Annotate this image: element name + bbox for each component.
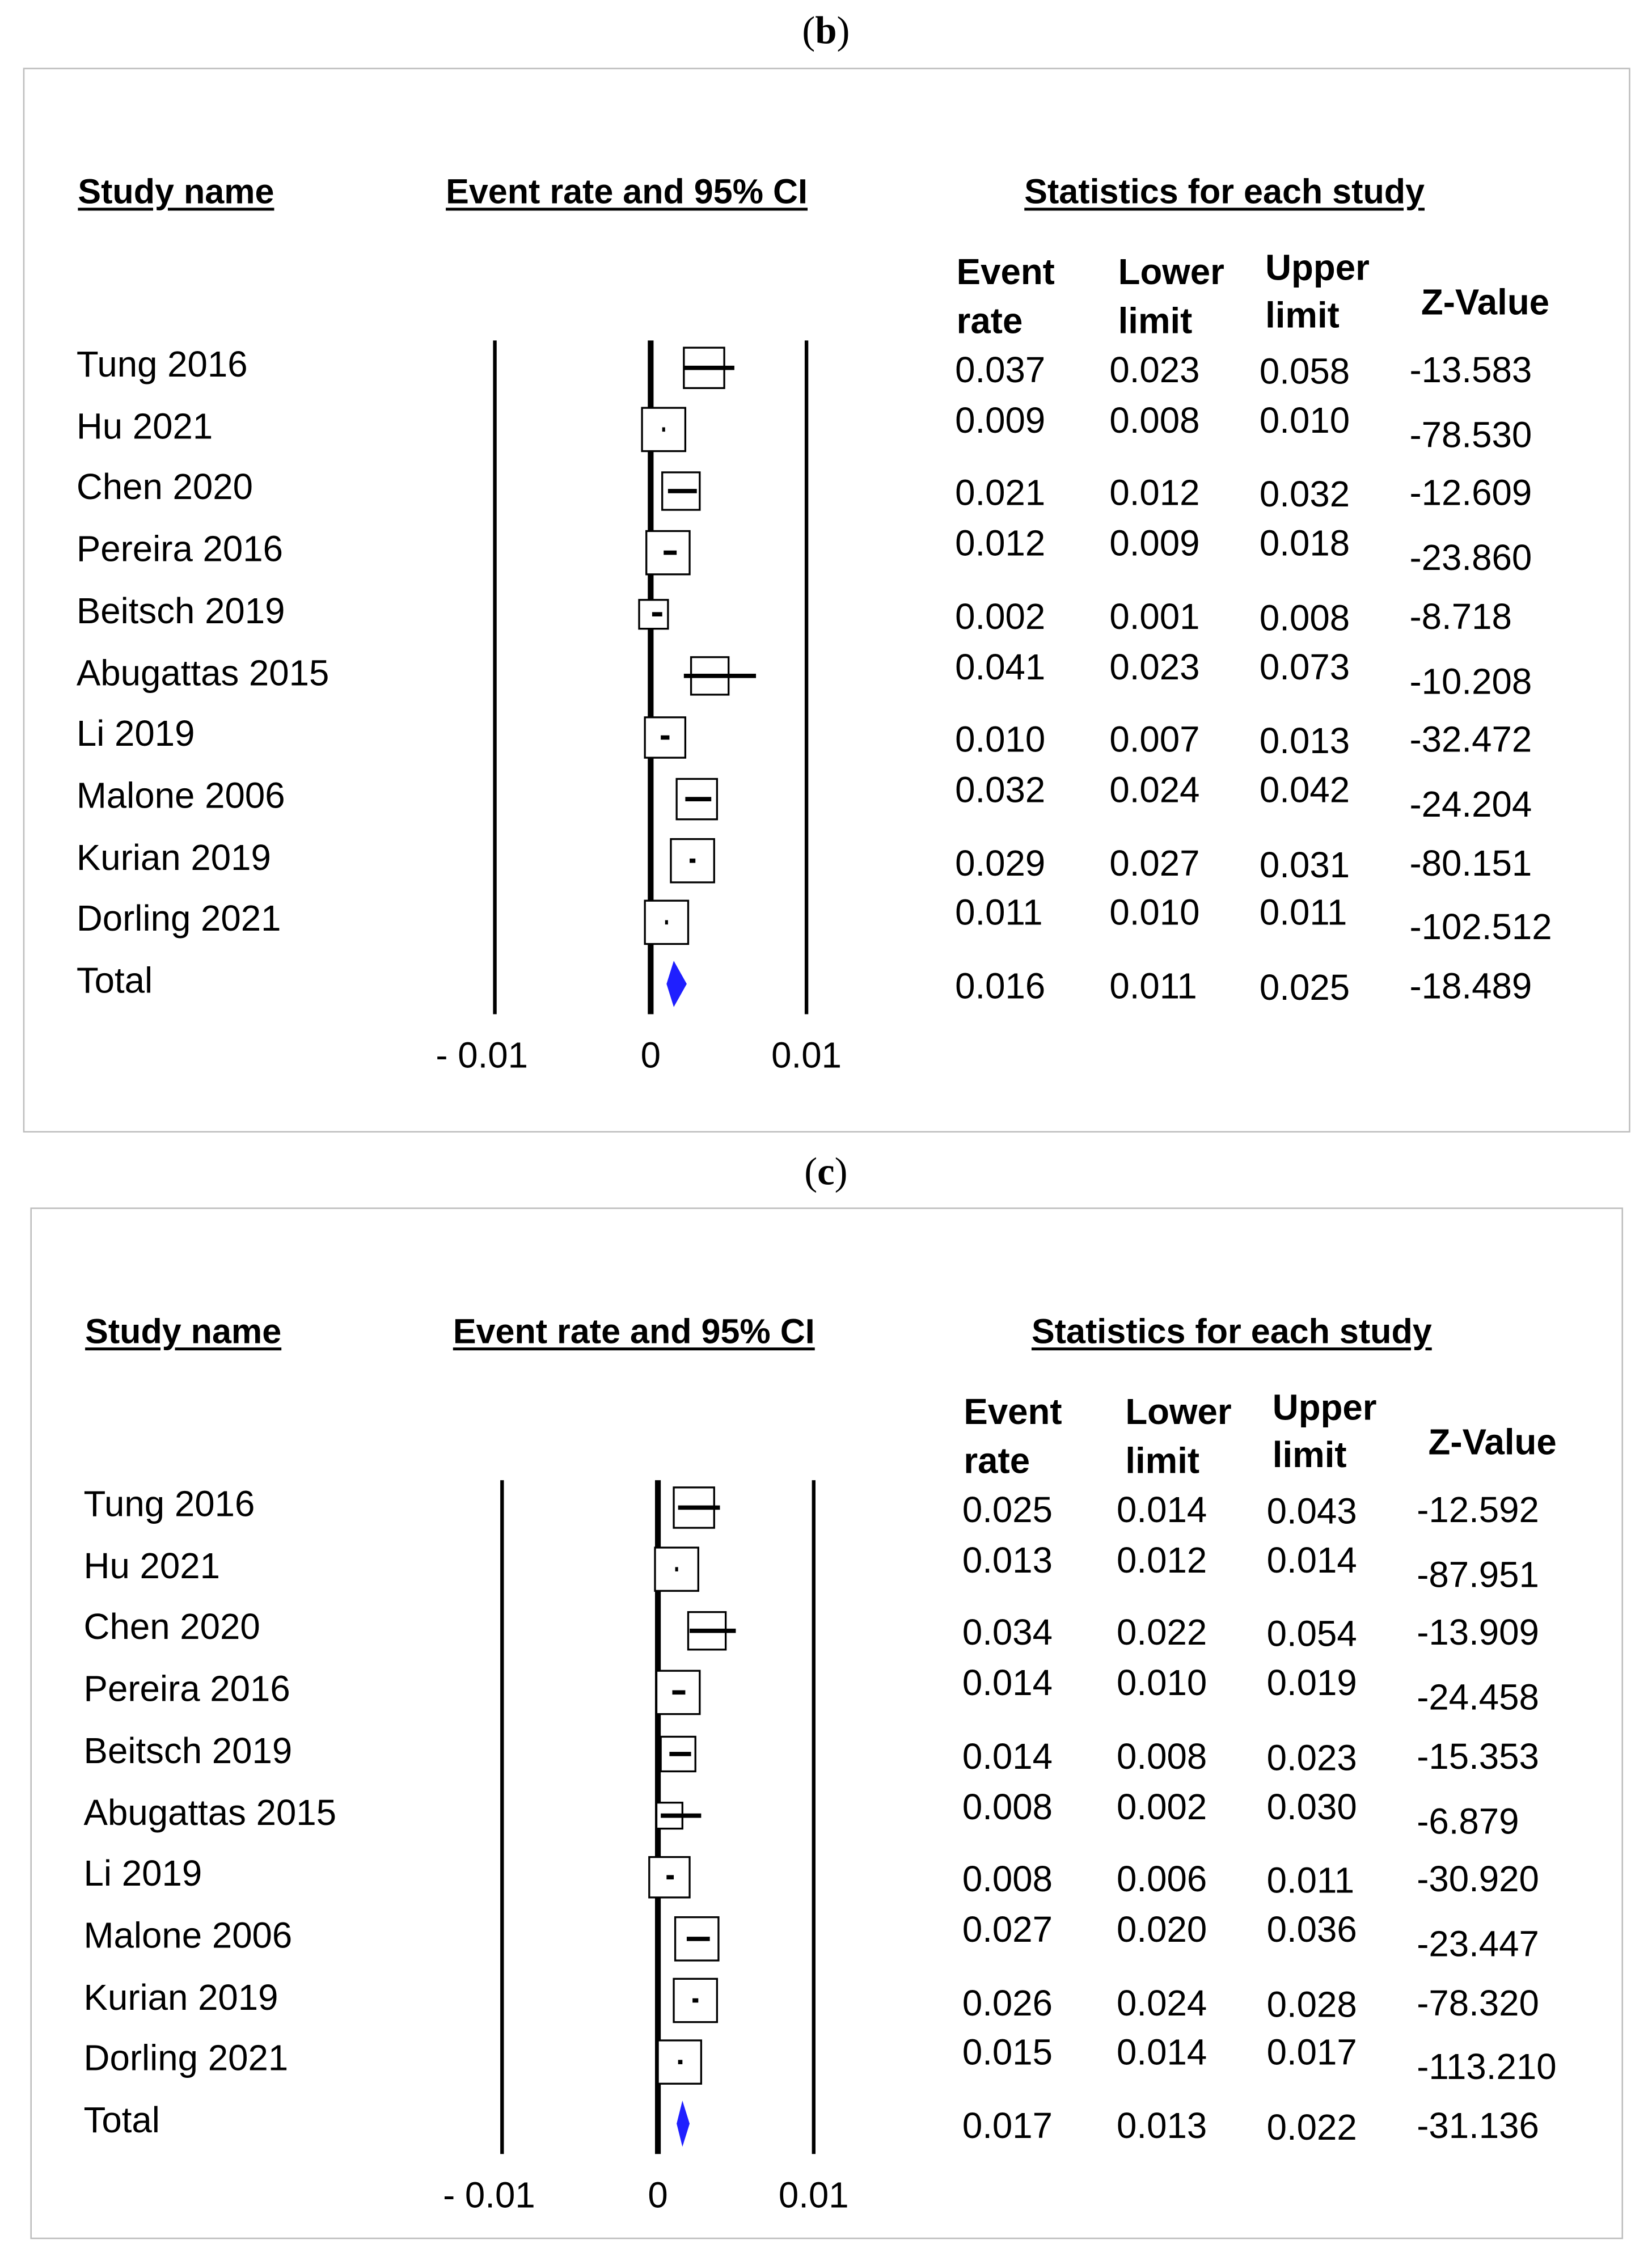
- z-value: -32.472: [1409, 720, 1532, 761]
- header-statistics: Statistics for each study: [1024, 173, 1425, 212]
- header-study-name: Study name: [85, 1313, 282, 1352]
- upper-limit: 0.008: [1259, 598, 1350, 639]
- event-rate: 0.025: [962, 1490, 1053, 1531]
- z-value: -78.320: [1417, 1983, 1539, 2024]
- event-rate: 0.014: [962, 1663, 1053, 1704]
- col-upper-limit: Upper: [1265, 248, 1370, 289]
- upper-limit: 0.022: [1266, 2107, 1357, 2149]
- x-tick-label: - 0.01: [436, 1036, 529, 1076]
- study-name: Beitsch 2019: [83, 1731, 293, 1772]
- panel-label: (c): [804, 1150, 848, 1193]
- col-event-rate: Event: [964, 1392, 1062, 1433]
- header-plot: Event rate and 95% CI: [446, 173, 808, 212]
- upper-limit: 0.025: [1259, 968, 1350, 1009]
- col-upper-limit: Upper: [1272, 1388, 1377, 1429]
- x-tick-label: 0.01: [771, 1036, 842, 1076]
- lower-limit: 0.002: [1117, 1786, 1207, 1827]
- z-value: -23.447: [1417, 1924, 1539, 1965]
- event-rate: 0.002: [955, 597, 1046, 637]
- event-rate: 0.010: [955, 720, 1046, 761]
- col-lower-limit: limit: [1118, 301, 1193, 342]
- study-name: Total: [76, 961, 153, 1001]
- z-value: -24.204: [1409, 784, 1532, 825]
- event-rate: 0.027: [962, 1909, 1053, 1951]
- event-rate: 0.014: [962, 1736, 1053, 1777]
- study-name: Beitsch 2019: [76, 591, 285, 632]
- x-tick-label: 0: [648, 2175, 668, 2216]
- study-name: Dorling 2021: [76, 899, 281, 940]
- study-name: Abugattas 2015: [76, 653, 329, 694]
- lower-limit: 0.023: [1109, 350, 1200, 391]
- upper-limit: 0.011: [1259, 893, 1347, 934]
- event-rate: 0.012: [955, 523, 1046, 564]
- event-rate: 0.034: [962, 1613, 1053, 1654]
- upper-limit: 0.043: [1266, 1491, 1357, 1532]
- z-value: -12.592: [1417, 1490, 1539, 1531]
- z-value: -30.920: [1417, 1860, 1539, 1900]
- upper-limit: 0.023: [1266, 1738, 1357, 1779]
- lower-limit: 0.014: [1117, 2033, 1207, 2074]
- lower-limit: 0.010: [1117, 1663, 1207, 1704]
- z-value: -18.489: [1409, 966, 1532, 1007]
- z-value: -31.136: [1417, 2106, 1539, 2147]
- upper-limit: 0.031: [1259, 844, 1350, 885]
- lower-limit: 0.014: [1117, 1490, 1207, 1531]
- upper-limit: 0.073: [1259, 646, 1350, 688]
- upper-limit: 0.042: [1259, 770, 1350, 811]
- x-tick-label: 0.01: [778, 2175, 849, 2216]
- col-lower-limit: Lower: [1125, 1392, 1232, 1433]
- study-name: Pereira 2016: [83, 1669, 290, 1710]
- panel-label: (b): [802, 9, 850, 52]
- study-name: Malone 2006: [76, 776, 285, 817]
- event-rate: 0.041: [955, 646, 1046, 688]
- header-statistics: Statistics for each study: [1031, 1313, 1432, 1352]
- col-z-value: Z-Value: [1428, 1422, 1557, 1463]
- study-name: Dorling 2021: [83, 2039, 289, 2080]
- forest-plot-panel: [30, 1207, 1623, 2239]
- upper-limit: 0.036: [1266, 1909, 1357, 1951]
- lower-limit: 0.011: [1109, 966, 1197, 1007]
- event-rate: 0.029: [955, 843, 1046, 884]
- upper-limit: 0.018: [1259, 523, 1350, 564]
- study-name: Malone 2006: [83, 1916, 293, 1956]
- header-plot: Event rate and 95% CI: [453, 1313, 815, 1352]
- lower-limit: 0.008: [1109, 400, 1200, 441]
- lower-limit: 0.023: [1109, 646, 1200, 688]
- z-value: -80.151: [1409, 843, 1532, 884]
- study-name: Li 2019: [76, 714, 195, 755]
- upper-limit: 0.030: [1266, 1786, 1357, 1827]
- col-upper-limit: limit: [1272, 1435, 1347, 1476]
- z-value: -13.583: [1409, 350, 1532, 391]
- upper-limit: 0.054: [1266, 1615, 1357, 1655]
- lower-limit: 0.024: [1117, 1983, 1207, 2024]
- event-rate: 0.011: [955, 893, 1043, 934]
- event-rate: 0.008: [962, 1786, 1053, 1827]
- z-value: -102.512: [1409, 907, 1552, 949]
- lower-limit: 0.012: [1117, 1540, 1207, 1581]
- z-value: -23.860: [1409, 538, 1532, 579]
- lower-limit: 0.001: [1109, 597, 1200, 637]
- study-name: Chen 2020: [76, 468, 253, 509]
- upper-limit: 0.010: [1259, 400, 1350, 441]
- col-event-rate: rate: [956, 301, 1023, 342]
- event-rate: 0.016: [955, 966, 1046, 1007]
- study-name: Tung 2016: [76, 345, 248, 386]
- z-value: -87.951: [1417, 1554, 1539, 1595]
- lower-limit: 0.020: [1117, 1909, 1207, 1951]
- lower-limit: 0.012: [1109, 474, 1200, 514]
- z-value: -24.458: [1417, 1677, 1539, 1719]
- upper-limit: 0.028: [1266, 1984, 1357, 2025]
- lower-limit: 0.007: [1109, 720, 1200, 761]
- col-event-rate: Event: [956, 252, 1055, 293]
- event-rate: 0.037: [955, 350, 1046, 391]
- study-name: Kurian 2019: [83, 1977, 278, 2018]
- study-name: Li 2019: [83, 1854, 202, 1895]
- study-name: Abugattas 2015: [83, 1792, 337, 1833]
- z-value: -10.208: [1409, 661, 1532, 702]
- event-rate: 0.032: [955, 770, 1046, 811]
- summary-diamond: [677, 2101, 690, 2146]
- upper-limit: 0.011: [1266, 1861, 1355, 1902]
- upper-limit: 0.032: [1259, 475, 1350, 516]
- forest-plot-panel: [23, 68, 1630, 1132]
- x-tick-label: - 0.01: [443, 2175, 535, 2216]
- col-lower-limit: Lower: [1118, 252, 1224, 293]
- lower-limit: 0.024: [1109, 770, 1200, 811]
- lower-limit: 0.022: [1117, 1613, 1207, 1654]
- z-value: -15.353: [1417, 1736, 1539, 1777]
- study-name: Tung 2016: [83, 1484, 255, 1526]
- event-rate: 0.015: [962, 2033, 1053, 2074]
- z-value: -78.530: [1409, 415, 1532, 456]
- upper-limit: 0.014: [1266, 1540, 1357, 1581]
- lower-limit: 0.009: [1109, 523, 1200, 564]
- event-rate: 0.017: [962, 2106, 1053, 2147]
- event-rate: 0.021: [955, 474, 1046, 514]
- col-upper-limit: limit: [1265, 295, 1340, 336]
- z-value: -113.210: [1417, 2047, 1557, 2088]
- study-name: Chen 2020: [83, 1608, 260, 1649]
- lower-limit: 0.010: [1109, 893, 1200, 934]
- study-name: Hu 2021: [83, 1546, 221, 1587]
- panel-letter: c: [817, 1150, 835, 1193]
- z-value: -6.879: [1417, 1801, 1519, 1842]
- upper-limit: 0.017: [1266, 2033, 1357, 2074]
- upper-limit: 0.019: [1266, 1663, 1357, 1704]
- col-event-rate: rate: [964, 1441, 1030, 1482]
- lower-limit: 0.027: [1109, 843, 1200, 884]
- z-value: -8.718: [1409, 597, 1512, 637]
- event-rate: 0.009: [955, 400, 1046, 441]
- upper-limit: 0.058: [1259, 352, 1350, 392]
- lower-limit: 0.013: [1117, 2106, 1207, 2147]
- panel-letter: b: [815, 9, 837, 52]
- lower-limit: 0.006: [1117, 1860, 1207, 1900]
- x-tick-label: 0: [640, 1036, 661, 1076]
- forest-plot: [32, 1209, 1625, 2241]
- study-name: Kurian 2019: [76, 838, 271, 878]
- study-name: Hu 2021: [76, 406, 213, 447]
- study-name: Pereira 2016: [76, 529, 284, 571]
- study-name: Total: [83, 2101, 160, 2141]
- col-z-value: Z-Value: [1421, 282, 1550, 323]
- lower-limit: 0.008: [1117, 1736, 1207, 1777]
- z-value: -13.909: [1417, 1613, 1539, 1654]
- header-study-name: Study name: [78, 173, 274, 212]
- col-lower-limit: limit: [1125, 1441, 1200, 1482]
- event-rate: 0.026: [962, 1983, 1053, 2024]
- upper-limit: 0.013: [1259, 721, 1350, 762]
- z-value: -12.609: [1409, 474, 1532, 514]
- summary-diamond: [666, 961, 687, 1007]
- event-rate: 0.008: [962, 1860, 1053, 1900]
- event-rate: 0.013: [962, 1540, 1053, 1581]
